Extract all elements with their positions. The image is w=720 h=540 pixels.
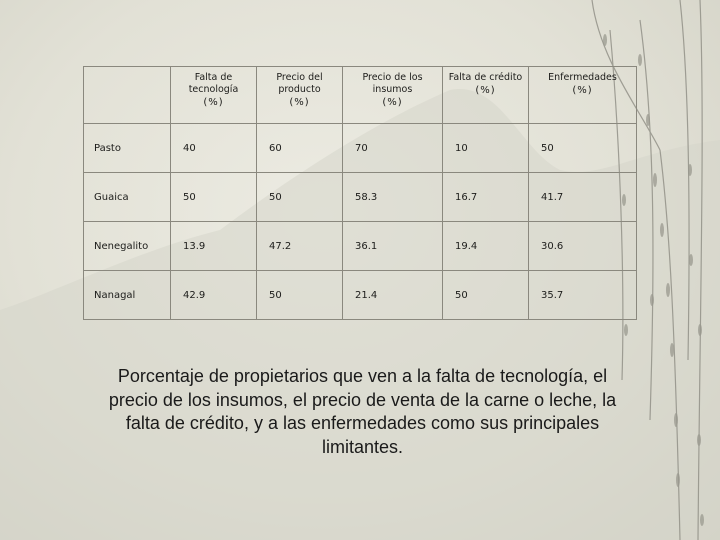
table-cell: 21.4: [343, 271, 443, 320]
table-cell: 42.9: [171, 271, 257, 320]
header-unit: (%): [475, 85, 496, 96]
table-cell: 60: [257, 124, 343, 173]
limitations-table: [83, 66, 637, 320]
row-label: Nenegalito: [84, 222, 171, 271]
header-unit: (%): [203, 97, 224, 108]
table-cell: 10: [443, 124, 529, 173]
table-row: [84, 124, 637, 173]
table-cell: 50: [443, 271, 529, 320]
header-label: Falta de tecnología: [188, 72, 239, 95]
table-cell: 41.7: [529, 173, 637, 222]
header-cell: [257, 67, 343, 124]
table-cell: 13.9: [171, 222, 257, 271]
header-cell: [529, 67, 637, 124]
header-label: Enfermedades: [548, 72, 617, 83]
table-cell: 50: [171, 173, 257, 222]
table-cell: 35.7: [529, 271, 637, 320]
table-row: [84, 271, 637, 320]
table-caption: Porcentaje de propietarios que ven a la falta de tecnología, el precio de los insumos, el precio de venta de la carne o leche, la falta de crédito, y a las enfermedades como sus principales limitantes.: [108, 366, 617, 457]
table-cell: 70: [343, 124, 443, 173]
row-label: Guaica: [84, 173, 171, 222]
header-unit: (%): [572, 85, 593, 96]
header-cell: [343, 67, 443, 124]
header-label: Precio del producto: [276, 72, 323, 95]
header-cell: [443, 67, 529, 124]
table-cell: 50: [257, 173, 343, 222]
table-row: [84, 222, 637, 271]
table-cell: 30.6: [529, 222, 637, 271]
row-label: Nanagal: [84, 271, 171, 320]
table-cell: 16.7: [443, 173, 529, 222]
table-cell: 36.1: [343, 222, 443, 271]
table-header-row: [84, 67, 637, 124]
table-cell: 40: [171, 124, 257, 173]
table-cell: 19.4: [443, 222, 529, 271]
table-row: [84, 173, 637, 222]
table-cell: 58.3: [343, 173, 443, 222]
header-label: Falta de crédito: [448, 72, 523, 83]
row-label: Pasto: [84, 124, 171, 173]
table-cell: 50: [529, 124, 637, 173]
header-cell: [171, 67, 257, 124]
header-empty-cell: [84, 67, 171, 124]
table-cell: 47.2: [257, 222, 343, 271]
table-cell: 50: [257, 271, 343, 320]
header-label: Precio de los insumos: [362, 72, 423, 95]
header-unit: (%): [289, 97, 310, 108]
header-unit: (%): [382, 97, 403, 108]
